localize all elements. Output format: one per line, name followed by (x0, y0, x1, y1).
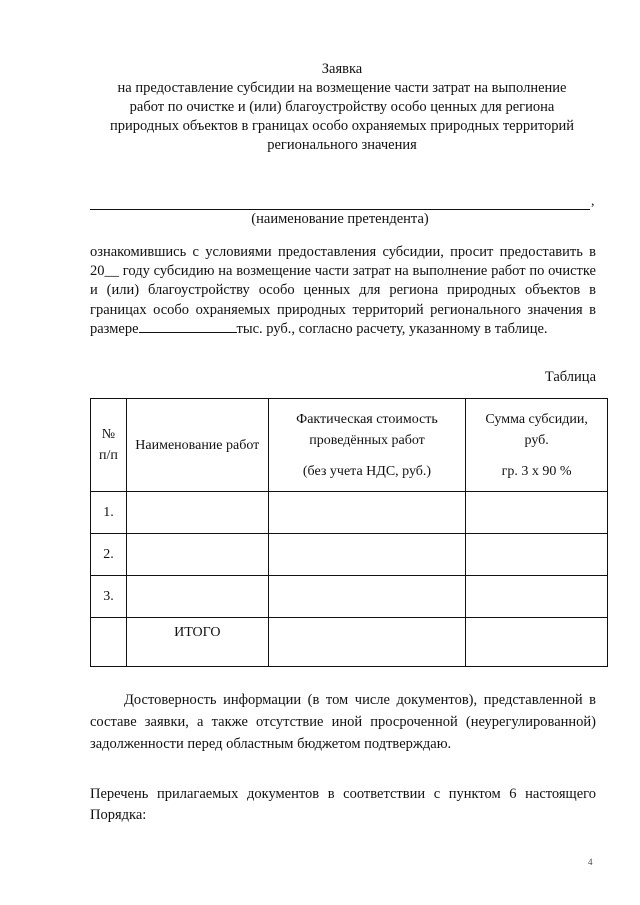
subsidy-cell[interactable] (466, 492, 608, 534)
total-cost-cell[interactable] (268, 618, 466, 667)
header-work-name: Наименование работ (126, 399, 268, 492)
works-table (90, 398, 608, 667)
table-row (91, 576, 608, 618)
total-subsidy-cell[interactable] (466, 618, 608, 667)
subsidy-cell[interactable] (466, 534, 608, 576)
subtitle-line-2: работ по очистке и (или) благоустройству особо ценных для региона (129, 99, 555, 115)
subtitle-line-3: природных объектов в границах особо охраняемых природных территорий (109, 118, 575, 134)
table-row (91, 492, 608, 534)
request-paragraph (90, 243, 596, 339)
total-label: ИТОГО (126, 618, 268, 667)
work-name-cell[interactable] (126, 492, 268, 534)
actual-cost-cell[interactable] (268, 576, 466, 618)
table-total-row (91, 618, 608, 667)
actual-cost-cell[interactable] (268, 534, 466, 576)
document-title: Заявка (321, 61, 363, 77)
row-number: 1. (91, 492, 127, 534)
amount-blank-line (139, 320, 237, 333)
actual-cost-cell[interactable] (268, 492, 466, 534)
work-name-cell[interactable] (126, 534, 268, 576)
subtitle-line-1: на предоставление субсидии на возмещение части затрат на выполнение (117, 80, 567, 96)
request-text-part-1: ознакомившись с условиями предоставления субсидии, просит предоставить в 20__ году субсидию на возмещение части затрат на выполнение работ по очистке и (или) благоустройству особо ценных для региона природных объектов в границах особо охраняемых природных территорий регионального значения в размере (90, 244, 596, 337)
header-subsidy-amount: Сумма субсидии, руб. гр. 3 х 90 % (466, 399, 608, 492)
applicant-name-caption: (наименование претендента) (251, 211, 429, 227)
header-number: № п/п (91, 399, 127, 492)
table-label: Таблица (544, 369, 596, 385)
header-actual-cost: Фактическая стоимость проведённых работ (без учета НДС, руб.) (268, 399, 466, 492)
page-number: 4 (588, 857, 593, 867)
attachments-paragraph: Перечень прилагаемых документов в соответствии с пунктом 6 настоящего Порядка: (90, 786, 596, 823)
subsidy-cell[interactable] (466, 576, 608, 618)
subtitle-line-4: регионального значения (267, 137, 417, 153)
table-header-row (91, 399, 608, 492)
confirmation-paragraph (90, 689, 596, 755)
row-number: 2. (91, 534, 127, 576)
table-row (91, 534, 608, 576)
request-text-part-2: тыс. руб., согласно расчету, указанному в таблице. (236, 320, 548, 337)
confirmation-text: Достоверность информации (в том числе документов), представленной в составе заявки, а также отсутствие иной просроченной (неурегулированной) задолженности перед областным бюджетом подтверждаю. (90, 692, 596, 752)
work-name-cell[interactable] (126, 576, 268, 618)
total-number-cell (91, 618, 127, 667)
application-title-block (80, 60, 604, 155)
applicant-line-comma: , (591, 194, 595, 209)
applicant-name-line (90, 197, 590, 210)
row-number: 3. (91, 576, 127, 618)
